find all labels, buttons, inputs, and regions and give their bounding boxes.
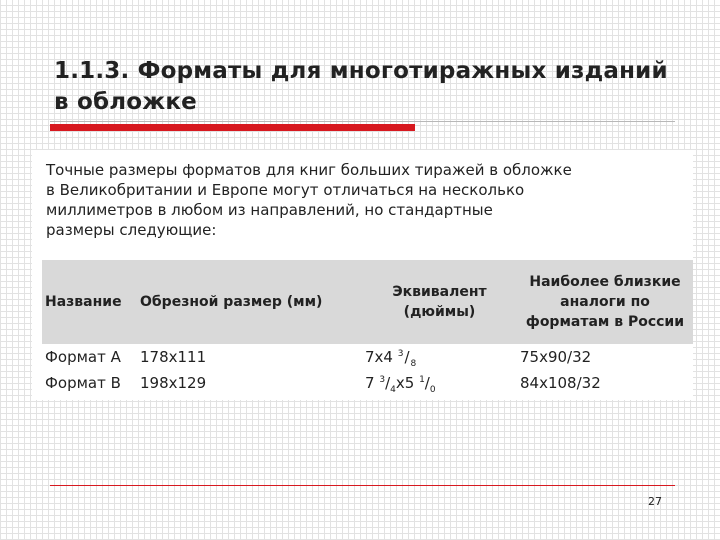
fraction-slash: /: [404, 348, 410, 366]
header-name: Название: [42, 260, 137, 344]
page-number: 27: [648, 495, 662, 508]
title-accent-bar: [50, 124, 415, 131]
fraction-numerator: 3: [397, 349, 404, 359]
cell-inches: [362, 344, 517, 370]
header-trim-size: Обрезной размер (мм): [137, 260, 362, 344]
fraction-denominator: 8: [410, 359, 417, 369]
header-analogs: Наиболее близкие аналоги по форматам в России: [517, 260, 693, 344]
header-equivalent: Эквивалент (дюймы): [362, 260, 517, 344]
intro-paragraph: Точные размеры форматов для книг больших тиражей в обложке в Великобритании и Европе могут отличаться на несколько миллиметров в любом из направлений, но стандартные размеры следующие:: [46, 161, 572, 239]
content-box: [32, 150, 693, 400]
fraction-denominator: 0: [429, 385, 436, 395]
cell-trim-size: 198х129: [140, 374, 207, 392]
cell-inches: 7 $^3/_4х5$ $^1/_0$: [365, 374, 436, 395]
inches-mid: х5: [395, 374, 415, 392]
cell-trim-size: 178х111: [140, 348, 207, 366]
fraction-numerator: 3: [379, 375, 386, 385]
table-header-row: [42, 260, 693, 344]
fraction-numerator: 1: [419, 375, 425, 385]
inches-whole: 7: [365, 374, 375, 392]
slide-title: 1.1.3. Форматы для многотиражных изданий в обложке: [54, 58, 668, 115]
table-row: [42, 344, 693, 370]
footer-divider: [50, 485, 675, 486]
cell-format-name: Формат В: [45, 374, 121, 392]
cell-analog: 75х90/32: [520, 348, 592, 366]
formats-table: [42, 260, 693, 396]
inches-whole: 7х4: [365, 348, 393, 366]
title-divider: [50, 121, 675, 122]
cell-format-name: Формат А: [45, 348, 121, 366]
table-row: [42, 370, 693, 396]
cell-analog: 84х108/32: [520, 374, 601, 392]
fraction-denominator: 4: [390, 385, 396, 395]
